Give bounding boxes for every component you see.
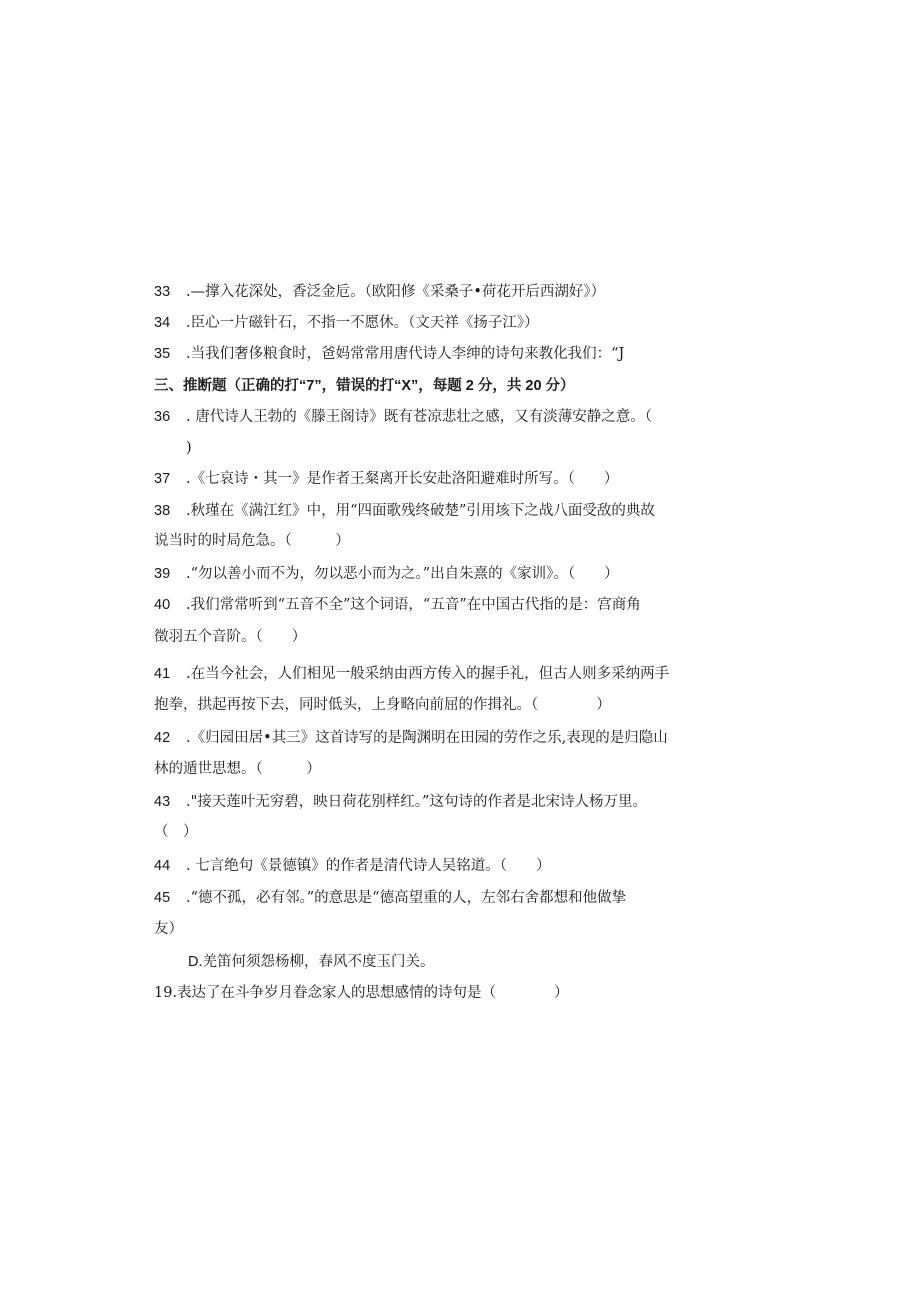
question-number: 42 (154, 730, 171, 746)
question-number: 44 (154, 858, 171, 874)
question-36 (154, 407, 652, 427)
question-40-continuation (154, 627, 306, 647)
question-text-cont: 抱拳，拱起再按下去，同时低头，上身略向前屈的作揖礼。（ ） (154, 697, 611, 713)
question-text: . 唐代诗人王勃的《滕王阁诗》既有苍凉悲壮之感，又有淡薄安静之意。（ (186, 409, 652, 425)
question-33 (154, 282, 605, 302)
question-text: .我们常常听到“五音不全”这个词语，“五音”在中国古代指的是：宫商角 (186, 597, 641, 613)
question-number: 34 (154, 315, 171, 331)
question-45-continuation (154, 919, 183, 939)
question-38-continuation (154, 531, 350, 551)
question-number: 40 (154, 597, 171, 613)
option-text: D.羌笛何须怨杨柳，春风不度玉门关。 (188, 954, 435, 970)
question-37 (154, 469, 618, 489)
question-text: ."接天莲叶无穷碧，映日荷花别样红。”这句诗的作者是北宋诗人杨万里。 (186, 794, 647, 810)
question-number: 37 (154, 471, 171, 487)
question-text-cont: 友） (154, 921, 183, 937)
question-number: 43 (154, 794, 171, 810)
section-3-heading (154, 376, 575, 396)
question-45 (154, 888, 626, 908)
question-text: .秋瑾在《满江红》中，用“四面歌残终破楚”引用垓下之战八面受敌的典故 (186, 503, 655, 519)
question-number: 33 (154, 284, 171, 300)
question-text: .臣心一片磁针石，不指一不愿休。（文天祥《扬子江》） (186, 315, 539, 331)
question-text: .当我们奢侈粮食时，爸妈常常用唐代诗人李绅的诗句来教化我们：“J (186, 346, 625, 362)
question-44 (154, 856, 550, 876)
section-title: 三、推断题（正确的打“7”，错误的打“X”，每题 2 分，共 20 分） (154, 378, 575, 394)
question-text-cont: 林的遁世思想。（ ） (154, 761, 321, 777)
question-number: 45 (154, 890, 171, 906)
question-number: 36 (154, 409, 171, 425)
question-39 (154, 564, 619, 584)
question-text-cont: ) (186, 440, 192, 456)
question-40 (154, 595, 641, 615)
question-number: 39 (154, 566, 171, 582)
question-text: .“勿以善小而不为，勿以恶小而为之。”出自朱熹的《家训》。（ ） (186, 566, 619, 582)
question-42 (154, 728, 668, 748)
question-text: .—撑入花深处，香泛金卮。（欧阳修《采桑子•荷花开后西湖好》） (186, 284, 606, 300)
question-text: .在当今社会，人们相见一般采纳由西方传入的握手礼，但古人则多采纳两手 (186, 666, 670, 682)
question-text: .《归园田居•其三》这首诗写的是陶渊明在田园的劳作之乐,表现的是归隐山 (186, 730, 668, 746)
question-41 (154, 664, 669, 684)
question-text: . 七言绝句《景德镇》的作者是清代诗人吴铭道。（ ） (186, 858, 551, 874)
question-number: 38 (154, 503, 171, 519)
question-number: 41 (154, 666, 171, 682)
question-text: .《七哀诗・其一》是作者王粲离开长安赴洛阳避难时所写。（ ） (186, 471, 619, 487)
question-text-cont: （ ） (154, 824, 198, 840)
question-41-continuation (154, 695, 611, 715)
question-text: .“德不孤，必有邻。”的意思是“德高望重的人，左邻右舍都想和他做挚 (186, 890, 627, 906)
question-number: 35 (154, 346, 171, 362)
question-36-continuation (186, 438, 192, 458)
question-19 (154, 983, 569, 1003)
question-38 (154, 501, 655, 521)
question-42-continuation (154, 759, 321, 779)
option-d (188, 952, 435, 972)
question-43 (154, 792, 647, 812)
question-text: 19.表达了在斗争岁月眷念家人的思想感情的诗句是（ ） (154, 985, 569, 1001)
question-text-cont: 说当时的时局危急。（ ） (154, 533, 350, 549)
question-text-cont: 徵羽五个音阶。（ ） (154, 629, 307, 645)
question-35 (154, 344, 624, 364)
question-34 (154, 313, 539, 333)
question-43-continuation (154, 822, 198, 842)
